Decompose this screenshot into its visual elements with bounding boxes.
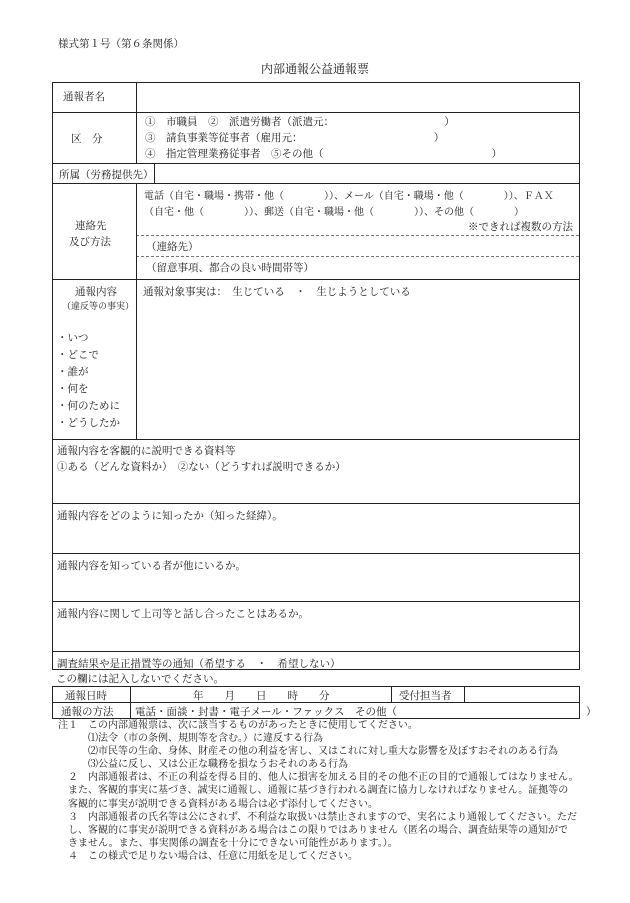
note-text: 客観的に事実が説明できる資料がある場合は必ず添付してください。 bbox=[68, 798, 378, 810]
column-divider bbox=[130, 687, 131, 718]
row-divider bbox=[53, 553, 579, 554]
note-subitem: ⑵市民等の生命、身体、財産その他の利益を害し、又はこれに対し重大な影響を及ぼすおそれのある行為 bbox=[88, 746, 558, 758]
form-number-label: 様式第１号（第６条関係） bbox=[58, 38, 184, 50]
how-known-label: 通報内容をどのように知ったか（知った経緯）。 bbox=[57, 510, 283, 522]
multiple-methods-note: ※できれば複数の方法 bbox=[468, 221, 573, 233]
contact-remarks-field[interactable]: （留意事項、都合の良い時間帯等） bbox=[146, 262, 314, 274]
office-use-table bbox=[52, 686, 597, 719]
category-option-line[interactable]: ④ 指定管理業務従事者 ⑤その他（ ） bbox=[145, 148, 502, 160]
contact-methods[interactable]: （自宅・他（ ））、郵送（自宅・職場・他（ ））、その他（ ） bbox=[144, 207, 524, 218]
contact-label: 連絡先 bbox=[75, 220, 107, 232]
row-divider bbox=[53, 183, 579, 184]
others-aware-label: 通報内容を知っている者が他にいるか。 bbox=[57, 560, 246, 572]
column-divider bbox=[391, 687, 392, 702]
evidence-options[interactable]: ①ある（どんな資料か） ②ない（どうすれば説明できるか） bbox=[57, 461, 346, 473]
dashed-divider bbox=[136, 235, 579, 236]
note-text: きません。また、事実関係の調査を十分にできない可能性があります。）。 bbox=[68, 837, 398, 849]
method-value[interactable]: 電話・面談・封書・電子メール・ファックス その他（ ） bbox=[135, 706, 597, 718]
row-divider bbox=[53, 601, 579, 602]
column-divider bbox=[154, 163, 155, 183]
reporter-name-label: 通報者名 bbox=[63, 91, 105, 103]
content-prompt: ・何を bbox=[57, 383, 89, 395]
fact-status-choice[interactable]: 通報対象事実は： 生じている ・ 生じようとしている bbox=[143, 286, 411, 298]
evidence-label: 通報内容を客観的に説明できる資料等 bbox=[57, 445, 236, 457]
note-number: ３ bbox=[68, 811, 78, 823]
receiver-label: 受付担当者 bbox=[399, 690, 452, 702]
content-prompt: ・いつ bbox=[57, 332, 89, 344]
contact-address-field[interactable]: （連絡先） bbox=[146, 241, 199, 253]
notification-preference[interactable]: 調査結果や是正措置等の通知（希望する ・ 希望しない） bbox=[57, 658, 341, 670]
content-sublabel: （違反等の事実） bbox=[62, 302, 135, 312]
office-use-caption: この欄には記入しないでください。 bbox=[56, 673, 224, 685]
category-option-line[interactable]: ① 市職員 ② 派遣労働者（派遣元： ） bbox=[145, 116, 455, 128]
method-label: 通報の方法 bbox=[61, 706, 114, 718]
row-divider bbox=[53, 279, 579, 280]
contact-methods[interactable]: 電話（自宅・職場・携帯・他（ ））、メール（自宅・職場・他（ ））、ＦＡＸ bbox=[144, 191, 554, 202]
note-text: 内部通報者の氏名等は公にされず、不利益な取扱いは禁止されますので、実名により通報してください。ただ bbox=[88, 811, 577, 823]
note-text: し、客観的に事実が説明できる資料がある場合はこの限りではありません（匿名の場合、調査結果等の通知がで bbox=[68, 824, 568, 836]
note-subitem: ⑶公益に反し、又は公正な職務を損なうおそれのある行為 bbox=[88, 759, 348, 771]
note-text: この内部通報票は、次に該当するものがあったときに使用してください。 bbox=[88, 720, 418, 731]
content-prompt: ・誰が bbox=[57, 366, 89, 378]
column-divider bbox=[136, 83, 137, 163]
page-title: 内部通報公益通報票 bbox=[260, 62, 369, 76]
report-form bbox=[52, 82, 580, 670]
row-divider bbox=[53, 439, 579, 440]
category-option-line[interactable]: ③ 請負事業等従事者（雇用元： ） bbox=[145, 132, 445, 144]
row-divider bbox=[53, 112, 579, 113]
row-divider bbox=[53, 651, 579, 652]
content-prompt: ・どうしたか bbox=[57, 417, 120, 429]
row-divider bbox=[53, 163, 579, 164]
note-number: ４ bbox=[68, 850, 78, 862]
contact-label: 及び方法 bbox=[69, 236, 111, 248]
consulted-superior-label: 通報内容に関して上司等と話し合ったことはあるか。 bbox=[57, 608, 309, 620]
note-number: ２ bbox=[68, 772, 78, 784]
note-text: この様式で足りない場合は、任意に用紙を足してください。 bbox=[88, 850, 358, 862]
date-label: 通報日時 bbox=[65, 690, 107, 702]
dashed-divider bbox=[136, 256, 579, 257]
content-prompt: ・何のために bbox=[57, 400, 120, 412]
note-text: また、客観的事実に基づき、誠実に通報し、通報に基づき行われる調査に協力しなければなりません。証拠等の bbox=[68, 785, 569, 797]
content-prompt: ・どこで bbox=[57, 349, 99, 361]
note-subitem: ⑴法令（市の条例、規則等を含む。）に違反する行為 bbox=[88, 733, 323, 745]
note-number: 注１ bbox=[58, 720, 78, 731]
date-value[interactable]: 年 月 日 時 分 bbox=[193, 690, 330, 702]
notes-section bbox=[58, 719, 579, 863]
row-divider bbox=[53, 503, 579, 504]
content-label: 通報内容 bbox=[75, 286, 117, 298]
note-text: 内部通報者は、不正の利益を得る目的、他人に損害を加える目的その他不正の目的で通報してはなりません。 bbox=[88, 772, 579, 784]
column-divider bbox=[464, 687, 465, 702]
category-label: 区 分 bbox=[71, 133, 103, 145]
affiliation-label: 所属（労務提供先） bbox=[59, 169, 154, 181]
column-divider bbox=[136, 183, 137, 439]
